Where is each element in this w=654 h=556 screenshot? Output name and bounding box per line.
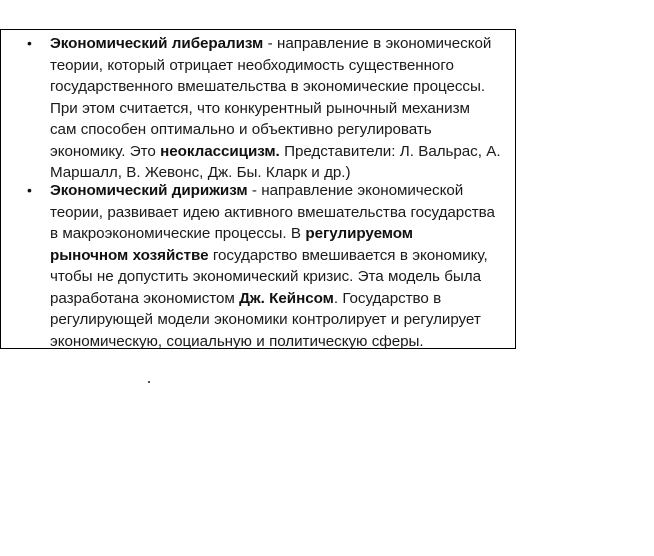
bullet-icon: • bbox=[27, 35, 32, 51]
bold-term: Дж. Кейнсом bbox=[239, 289, 334, 307]
text-line bbox=[50, 331, 512, 353]
bold-term: неоклассицизм. bbox=[160, 142, 280, 160]
text-run: экономическую, социальную и политическую сферы. bbox=[50, 332, 424, 350]
text-line bbox=[50, 202, 512, 224]
text-run: чтобы не допустить экономический кризис. Эта модель была bbox=[50, 268, 481, 285]
text-run: государство вмешивается в экономику, bbox=[208, 246, 488, 264]
text-line bbox=[50, 141, 512, 163]
bold-term: регулируемом bbox=[305, 225, 413, 242]
list-item-liberalism bbox=[50, 33, 512, 184]
text-run: При этом считается, что конкурентный рыночный механизм bbox=[50, 99, 470, 117]
text-run: - направление в экономической bbox=[263, 35, 492, 52]
text-run: в макроэкономические процессы. В bbox=[50, 225, 306, 242]
text-line bbox=[50, 55, 512, 77]
list-item-dirigisme bbox=[50, 180, 512, 352]
bullet-icon: • bbox=[27, 182, 32, 198]
text-run: сам способен оптимально и объективно регулировать bbox=[50, 121, 432, 138]
bold-term: Экономический дирижизм bbox=[50, 182, 248, 199]
text-line bbox=[50, 180, 512, 202]
text-run: теории, который отрицает необходимость существенного bbox=[50, 56, 454, 74]
text-run: теории, развивает идею активного вмешательства государства bbox=[50, 203, 495, 221]
text-run: регулирующей модели экономики контролирует и регулирует bbox=[50, 311, 481, 328]
text-line bbox=[50, 223, 512, 245]
text-line bbox=[50, 266, 512, 288]
text-line bbox=[50, 309, 512, 331]
text-run: Маршалл, В. Жевонс, Дж. Бы. Кларк и др.) bbox=[50, 164, 351, 181]
text-line bbox=[50, 76, 512, 98]
text-run: . Государство в bbox=[333, 289, 442, 307]
text-run: Представители: Л. Вальрас, А. bbox=[279, 142, 501, 160]
text-line bbox=[50, 33, 512, 55]
text-run: экономику. Это bbox=[50, 142, 161, 160]
text-run: разработана экономистом bbox=[50, 289, 240, 307]
text-run: - направление экономической bbox=[247, 182, 464, 199]
bold-term: рыночном хозяйстве bbox=[50, 246, 209, 264]
text-run: государственного вмешательства в экономические процессы. bbox=[50, 78, 485, 95]
stray-dot bbox=[148, 381, 150, 383]
text-line bbox=[50, 119, 512, 141]
text-line bbox=[50, 288, 512, 310]
bold-term: Экономический либерализм bbox=[50, 35, 264, 52]
text-line bbox=[50, 245, 512, 267]
text-line bbox=[50, 98, 512, 120]
